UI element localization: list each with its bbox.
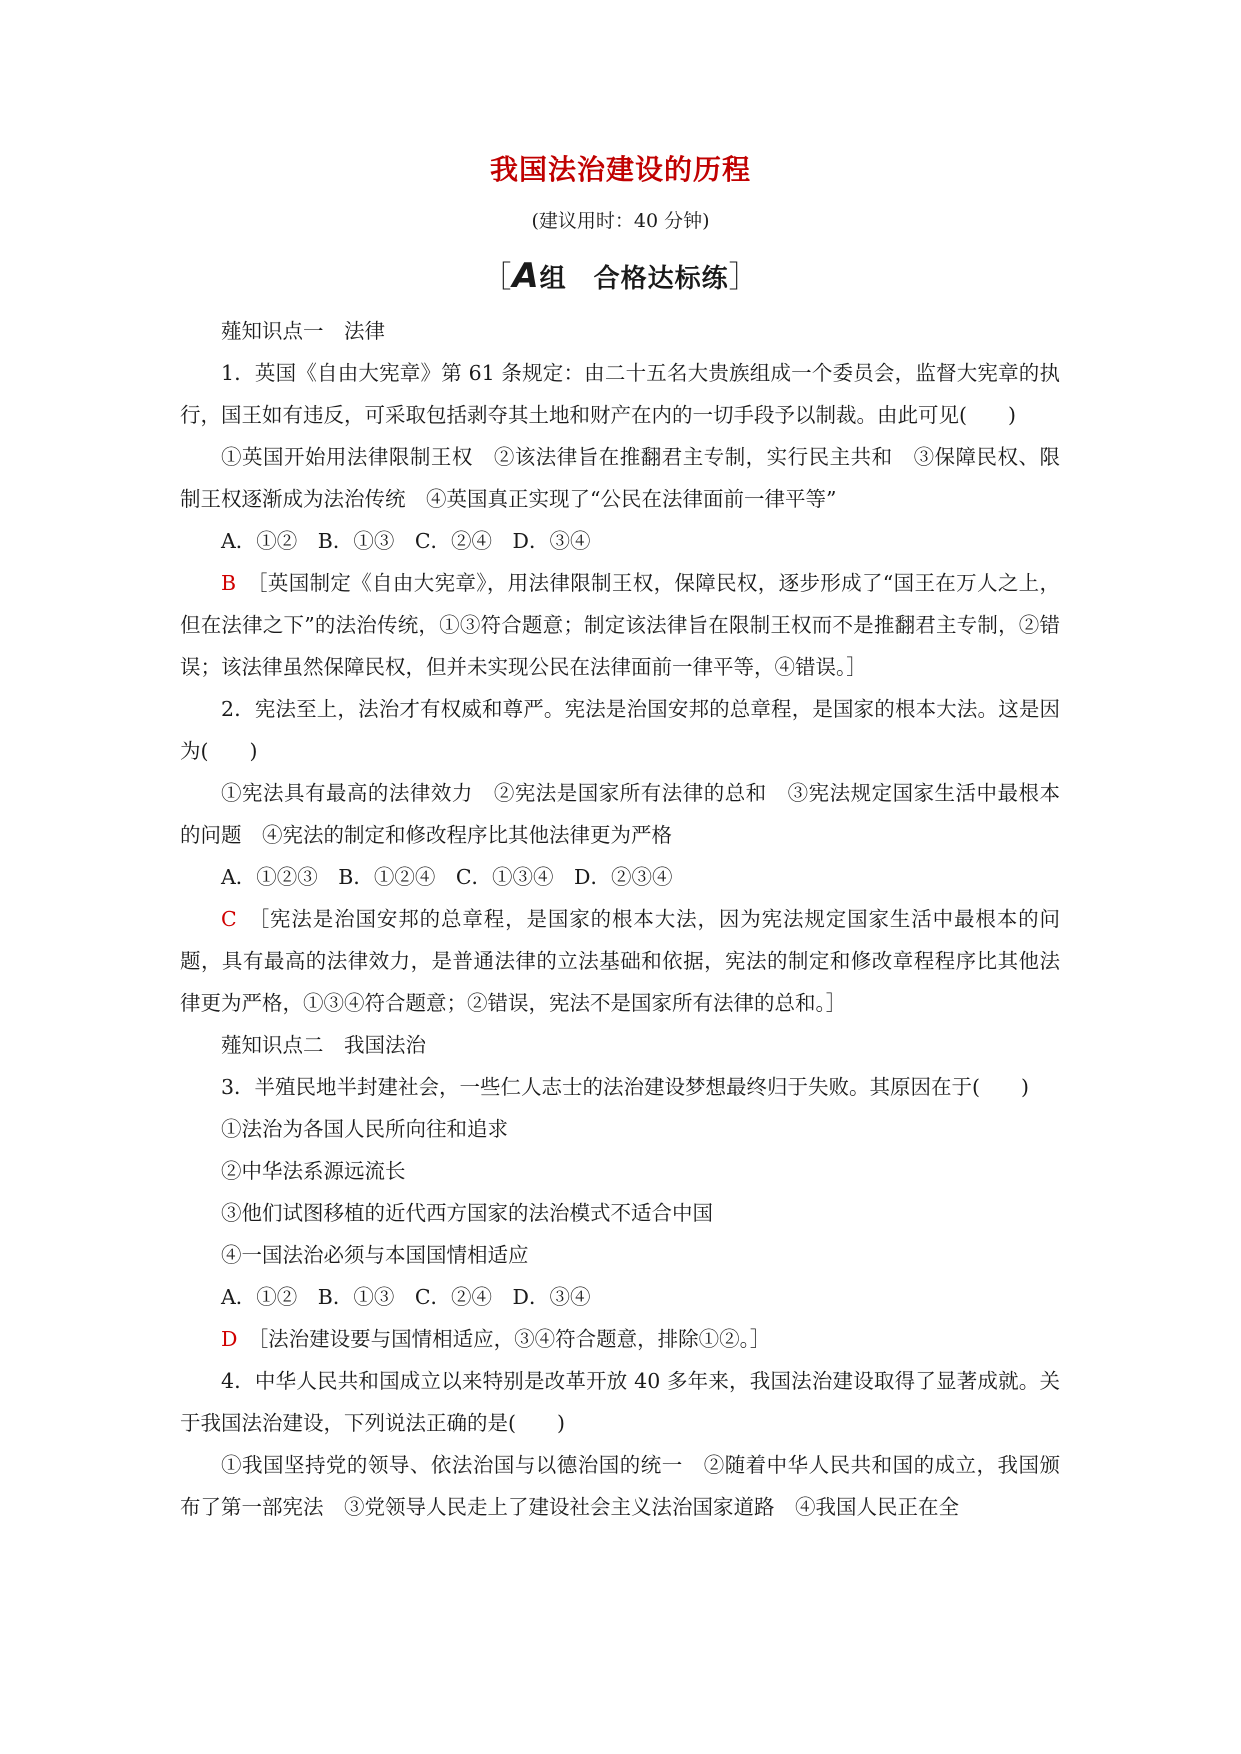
question-3-stem: 3．半殖民地半封建社会，一些仁人志士的法治建设梦想最终归于失败。其原因在于( ) (221, 1075, 1030, 1099)
question-2-options: A．①②③ B．①②④ C．①③④ D．②③④ (221, 865, 673, 889)
answer-explanation: ［法治建设要与国情相适应，③④符合题意，排除①②。］ (257, 1327, 771, 1351)
group-bracket-open: ［ (481, 260, 513, 295)
answer-letter: D (221, 1327, 238, 1351)
question-4-stem: 4．中华人民共和国成立以来特别是改革开放 40 多年来，我国法治建设取得了显著成就。关于我国法治建设，下列说法正确的是( ) (180, 1369, 1060, 1435)
question-3-answer (180, 1318, 1060, 1360)
answer-explanation: ［英国制定《自由大宪章》，用法律限制王权，保障民权，逐步形成了“国王在万人之上，但在法律之下”的法治传统，①③符合题意；制定该法律旨在限制王权而不是推翻君主专制，②错误；该法律虽然保障民权，但并未实现公民在法律面前一律平等，④错误。］ (180, 571, 1061, 679)
section-heading-2: 薤知识点二 我国法治 (221, 1033, 426, 1057)
question-1-options: A．①② B．①③ C．②④ D．③④ (221, 529, 591, 553)
question-2-answer (180, 898, 1060, 1024)
answer-letter: C (221, 907, 237, 931)
question-3-item: ③他们试图移植的近代西方国家的法治模式不适合中国 (221, 1201, 713, 1225)
group-heading (0, 252, 1241, 296)
answer-explanation: ［宪法是治国安邦的总章程，是国家的根本大法，因为宪法规定国家生活中最根本的问题，具有最高的法律效力，是普通法律的立法基础和依据，宪法的制定和修改章程程序比其他法律更为严格，①③④符合题意；②错误，宪法不是国家所有法律的总和。］ (180, 907, 1061, 1015)
group-label: 组 合格达标练 (539, 264, 729, 294)
exercise-content (180, 310, 1060, 1528)
question-3-item: ④一国法治必须与本国国情相适应 (221, 1243, 529, 1267)
question-3-options: A．①② B．①③ C．②④ D．③④ (221, 1285, 591, 1309)
group-letter: A (512, 256, 540, 296)
answer-letter: B (221, 571, 237, 595)
question-1-answer (180, 562, 1060, 688)
question-3-item: ①法治为各国人民所向往和追求 (221, 1117, 508, 1141)
group-bracket-close: ］ (728, 260, 760, 295)
suggested-time: (建议用时：40 分钟) (531, 210, 710, 232)
question-1-stem: 1．英国《自由大宪章》第 61 条规定：由二十五名大贵族组成一个委员会，监督大宪章的执行，国王如有违反，可采取包括剥夺其土地和财产在内的一切手段予以制裁。由此可见( ) (180, 361, 1060, 427)
question-4-statements: ①我国坚持党的领导、依法治国与以德治国的统一 ②随着中华人民共和国的成立，我国颁布了第一部宪法 ③党领导人民走上了建设社会主义法治国家道路 ④我国人民正在全 (180, 1453, 1060, 1519)
question-3-item: ②中华法系源远流长 (221, 1159, 406, 1183)
question-2-stem: 2．宪法至上，法治才有权威和尊严。宪法是治国安邦的总章程，是国家的根本大法。这是因为( ) (180, 697, 1060, 763)
question-1-statements: ①英国开始用法律限制王权 ②该法律旨在推翻君主专制，实行民主共和 ③保障民权、限制王权逐渐成为法治传统 ④英国真正实现了“公民在法律面前一律平等” (180, 445, 1060, 511)
question-2-statements: ①宪法具有最高的法律效力 ②宪法是国家所有法律的总和 ③宪法规定国家生活中最根本的问题 ④宪法的制定和修改程序比其他法律更为严格 (180, 781, 1060, 847)
page-title: 我国法治建设的历程 (489, 153, 751, 186)
section-heading-1: 薤知识点一 法律 (221, 319, 385, 343)
